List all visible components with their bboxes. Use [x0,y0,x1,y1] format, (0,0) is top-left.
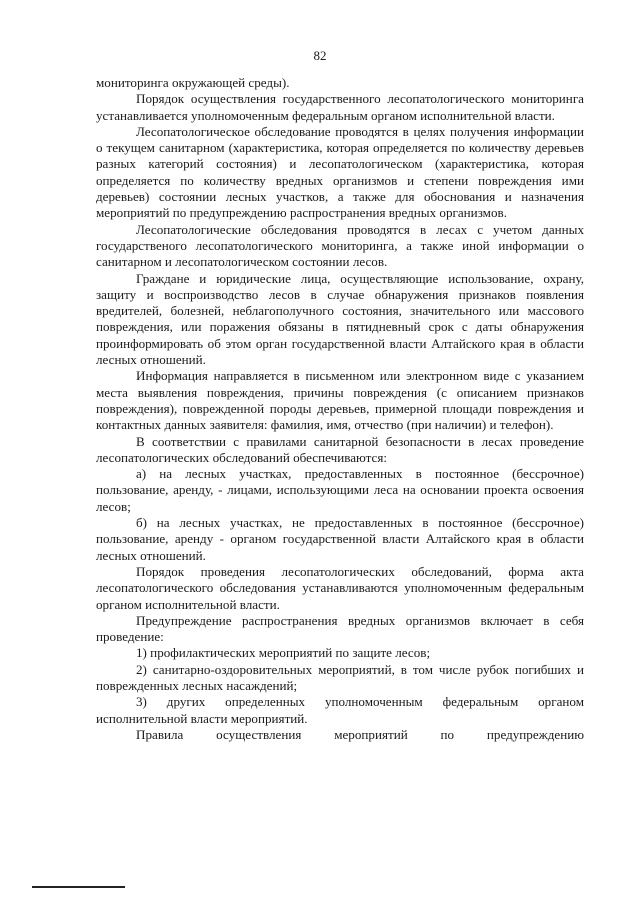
footer-divider [32,886,125,888]
list-item-a: а) на лесных участках, предоставленных в постоянное (бессрочное) пользование, аренду, - лицами, использующими леса на основании проекта освоения лесов; [96,466,584,514]
paragraph-sanitary-rules: В соответствии с правилами санитарной безопасности в лесах проведение лесопатологических обследований обеспечиваются: [96,433,584,465]
paragraph-continuation: мониторинга окружающей среды). [96,75,290,90]
paragraph-inspection-procedure: Порядок проведения лесопатологических обследований, форма акта лесопатологического обследования устанавливаются уполномоченным федеральным органом исполнительной власти. [96,563,584,612]
list-item-1: 1) профилактических мероприятий по защите лесов; [136,645,431,661]
page-body [96,75,584,743]
list-item-2: 2) санитарно-оздоровительных мероприятий, в том числе рубок погибших и поврежденных лесных насаждений; [96,661,584,693]
paragraph-inspection-purpose: Лесопатологическое обследование проводятся в целях получения информации о текущем санитарном (характеристика, которая определяется по количеству деревьев разных категорий состояния) и лесопатологическом (характеристика, которая определяется по количеству вредных организмов и степени повреждения ими деревьев) состоянии лесных участков, а также для обоснования и назначения мероприятий по предупреждению распространения вредных организмов. [96,123,584,221]
paragraph-information-form: Информация направляется в письменном или электронном виде с указанием места выявления повреждения, причины повреждения (с описанием признаков повреждения), поврежденной породы деревьев, примерной площади повреждения и контактных данных заявителя: фамилия, имя, отчество (при наличии) и телефон). [96,368,584,433]
paragraph-prevention-intro: Предупреждение распространения вредных организмов включает в себя проведение: [96,612,584,645]
paragraph-inspection-data: Лесопатологические обследования проводятся в лесах с учетом данных государственого лесопатологического мониторинга, а также иной информации о санитарном и лесопатологическом состоянии лесов. [96,221,584,270]
list-item-3: 3) других определенных уполномоченным федеральным органом исполнительной власти мероприятий. [96,694,584,726]
paragraph-monitoring-order: Порядок осуществления государственного лесопатологического мониторинга устанавливается уполномоченным федеральным органом исполнительной власти. [96,91,584,123]
paragraph-citizens-obligation: Граждане и юридические лица, осуществляющие использование, охрану, защиту и воспроизводство лесов в случае обнаружения признаков появления вредителей, болезней, неблагополучного состояния, значительного или массового повреждения, или поражения обязаны в пятидневный срок с даты обнаружения проинформировать об этом орган государственной власти Алтайского края в области лесных отношений. [96,270,584,368]
list-item-b: б) на лесных участках, не предоставленных в постоянное (бессрочное) пользование, аренду - органом государственной власти Алтайского края в области лесных отношений. [96,515,584,563]
paragraph-rules-start: Правила осуществления мероприятий по предупреждению [136,726,584,742]
page-number: 82 [313,48,327,63]
